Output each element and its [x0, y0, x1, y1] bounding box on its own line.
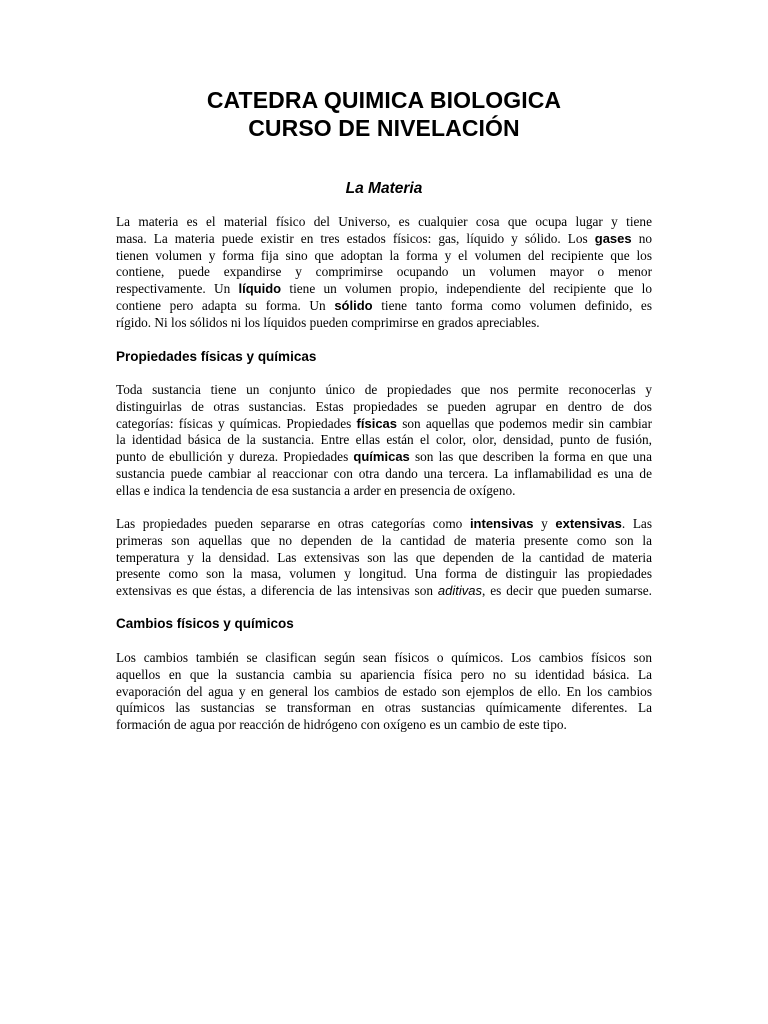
line-text: Toda sustancia tiene un conjunto único de propiedades que nos permite reconocerlas y: [116, 382, 652, 397]
paragraph-line: [116, 382, 652, 399]
section-heading-cambios: Cambios físicos y químicos: [116, 616, 294, 631]
paragraph-line: [116, 583, 652, 600]
line-text: . Las: [621, 516, 653, 531]
emphasized-term: aditivas: [437, 583, 482, 599]
paragraph-line: [116, 214, 652, 231]
paragraph-line: [116, 432, 652, 449]
line-text: son las que describen la forma en que una: [409, 449, 652, 465]
emphasized-term: físicas: [356, 415, 398, 431]
paragraph-line: [116, 483, 652, 500]
line-text: químicos las sustancias se transforman en otras sustancias químicamente diferentes. La: [116, 700, 652, 716]
paragraph-line: [116, 281, 652, 298]
paragraph-materia: [116, 214, 652, 332]
line-text: la identidad básica de la sustancia. Entre ellas están el color, olor, densidad, punto de fusión,: [116, 432, 652, 448]
line-text: evaporación del agua y en general los cambios de estado son ejemplos de ello. En los cambios: [116, 683, 652, 699]
paragraph-propiedades: [116, 382, 652, 500]
line-text: no: [631, 230, 652, 246]
line-text: punto de ebullición y dureza. Propiedades: [116, 449, 354, 465]
paragraph-intensivas-extensivas: [116, 516, 652, 600]
line-text: masa. La materia puede existir en tres estados físicos: gas, líquido y sólido. Los: [116, 230, 595, 246]
section-heading-propiedades: Propiedades físicas y químicas: [116, 349, 317, 364]
emphasized-term: químicas: [353, 449, 410, 465]
paragraph-line: [116, 466, 652, 483]
paragraph-line: [116, 416, 652, 433]
line-text: tiene un volumen propio, independiente del recipiente que lo: [281, 281, 652, 297]
paragraph-line: [116, 248, 652, 265]
paragraph-line: [116, 566, 652, 583]
line-text: contiene, puede expandirse y comprimirse ocupando un volumen mayor o menor: [116, 264, 652, 280]
line-text: Las propiedades pueden separarse en otras categorías como: [116, 516, 470, 531]
document-title-line-1: CATEDRA QUIMICA BIOLOGICA: [206, 87, 562, 113]
line-text: presente como son la masa, volumen y longitud. Una forma de distinguir las propiedades: [116, 566, 652, 582]
paragraph-line: [116, 264, 652, 281]
emphasized-term: sólido: [334, 297, 373, 313]
paragraph-line: [116, 399, 652, 416]
paragraph-line: [116, 650, 652, 667]
line-text: primeras son aquellas que no dependen de la cantidad de materia presente como son la: [116, 532, 652, 548]
document-title-line-2: CURSO DE NIVELACIÓN: [248, 115, 520, 141]
line-text: ellas e indica la tendencia de esa sustancia a arder en presencia de oxígeno.: [116, 482, 516, 498]
emphasized-term: extensivas: [555, 516, 622, 531]
line-text: respectivamente. Un: [116, 281, 239, 297]
line-text: rígido. Ni los sólidos ni los líquidos pueden comprimirse en grados apreciables.: [116, 314, 540, 330]
line-text: Los cambios también se clasifican según sean físicos o químicos. Los cambios físicos son: [116, 650, 652, 665]
paragraph-cambios: [116, 650, 652, 734]
line-text: tienen volumen y forma fija sino que adoptan la forma y el volumen del recipiente que los: [116, 247, 652, 263]
paragraph-line: [116, 449, 652, 466]
line-text: aquellos en que la sustancia cambia su apariencia física pero no su identidad básica. La: [116, 666, 652, 682]
paragraph-line: [116, 315, 652, 332]
paragraph-line: [116, 516, 652, 533]
line-text: tiene tanto forma como volumen definido, es: [372, 297, 652, 313]
paragraph-line: [116, 667, 652, 684]
line-text: extensivas es que éstas, a diferencia de las intensivas son: [116, 583, 438, 599]
emphasized-term: líquido: [238, 281, 282, 297]
line-text: , es decir que pueden sumarse.: [482, 583, 652, 599]
document-subtitle: La Materia: [345, 180, 423, 197]
paragraph-line: [116, 700, 652, 717]
line-text: y: [533, 516, 556, 531]
line-text: La materia es el material físico del Universo, es cualquier cosa que ocupa lugar y tiene: [116, 214, 652, 229]
paragraph-line: [116, 717, 652, 734]
line-text: categorías: físicas y químicas. Propiedades: [116, 415, 357, 431]
paragraph-line: [116, 533, 652, 550]
paragraph-line: [116, 298, 652, 315]
emphasized-term: gases: [594, 230, 632, 246]
line-text: distinguirlas de otras sustancias. Estas propiedades se pueden agrupar en dentro de dos: [116, 398, 652, 414]
line-text: formación de agua por reacción de hidrógeno con oxígeno es un cambio de este tipo.: [116, 717, 567, 733]
line-text: contiene pero adapta su forma. Un: [116, 297, 335, 313]
paragraph-line: [116, 231, 652, 248]
paragraph-line: [116, 550, 652, 567]
line-text: son aquellas que podemos medir sin cambiar: [397, 415, 653, 431]
emphasized-term: intensivas: [469, 516, 534, 531]
line-text: sustancia puede cambiar al reaccionar con otra dando una tercera. La inflamabilidad es una de: [116, 465, 652, 481]
line-text: temperatura y la densidad. Las extensivas son las que dependen de la cantidad de materia: [116, 549, 652, 565]
paragraph-line: [116, 684, 652, 701]
